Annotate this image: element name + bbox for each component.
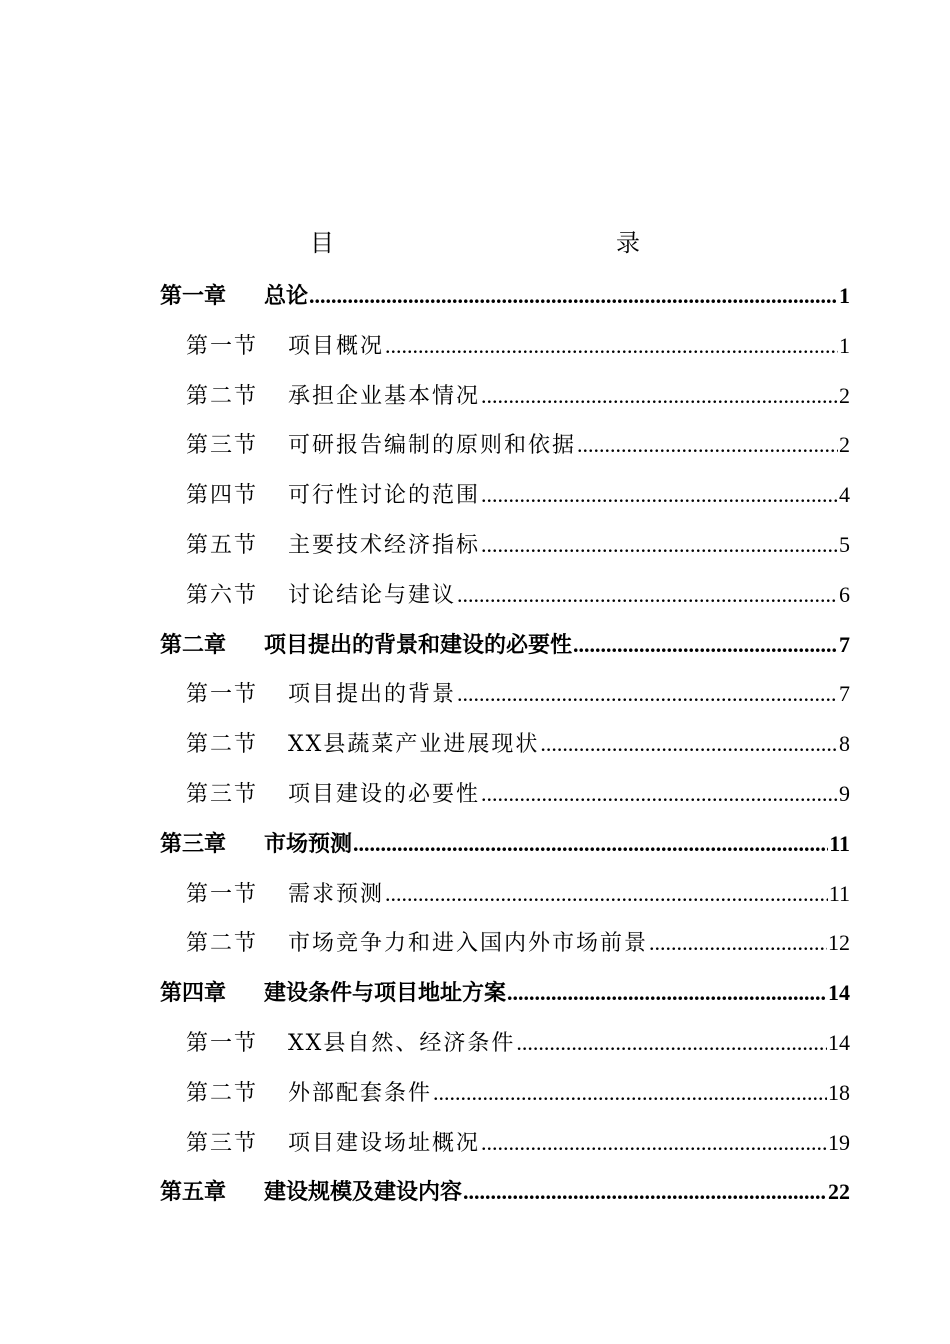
dot-leader	[353, 819, 828, 869]
entry-label: 第一章	[160, 283, 227, 309]
entry-text: 建设规模及建设内容	[264, 1179, 463, 1206]
entry-label: 第二节	[186, 931, 259, 957]
dot-leader	[573, 620, 838, 670]
entry-page-number: 7	[839, 631, 850, 657]
toc-entry-section[interactable]	[160, 669, 850, 719]
dot-leader	[481, 371, 838, 421]
entry-label: 第五章	[160, 1179, 227, 1206]
toc-entry-chapter-3[interactable]	[160, 819, 850, 869]
entry-text: 可行性讨论的范围	[288, 483, 481, 509]
entry-label: 第三节	[186, 781, 259, 807]
entry-text: 可研报告编制的原则和依据	[288, 433, 577, 459]
entry-text: 主要技术经济指标	[288, 532, 481, 558]
entry-text: 项目建设的必要性	[288, 781, 481, 807]
toc-entry-section[interactable]	[160, 769, 850, 819]
entry-label: 第二节	[186, 1080, 259, 1106]
entry-page-number: 18	[828, 1079, 850, 1105]
entry-page-number: 2	[839, 382, 850, 408]
entry-label: 第二章	[160, 631, 227, 658]
dot-leader	[457, 570, 838, 620]
toc-entry-section[interactable]	[160, 321, 850, 371]
entry-text: 建设条件与项目地址方案	[264, 980, 507, 1007]
entry-label: 第一节	[186, 682, 259, 708]
entry-page-number: 9	[839, 780, 850, 806]
toc-entry-section[interactable]	[160, 520, 850, 570]
entry-label: 第六节	[186, 582, 259, 608]
toc-title: 目 录	[310, 229, 718, 257]
entry-page-number: 7	[839, 681, 850, 707]
entry-page-number: 11	[828, 880, 850, 906]
entry-page-number: 5	[839, 531, 850, 557]
toc-entry-section[interactable]	[160, 918, 850, 968]
entry-page-number: 1	[839, 283, 850, 308]
entry-text: 需求预测	[288, 881, 385, 907]
entry-text: 市场竞争力和进入国内外市场前景	[288, 931, 649, 957]
toc-entry-section[interactable]	[160, 470, 850, 520]
entry-text: 项目建设场址概况	[288, 1130, 481, 1156]
entry-label: 第三节	[186, 1130, 259, 1156]
dot-leader	[481, 470, 838, 520]
entry-text: 项目概况	[288, 333, 385, 359]
dot-leader	[540, 719, 838, 769]
entry-label: 第三节	[186, 433, 259, 459]
entry-page-number: 22	[828, 1179, 850, 1205]
entry-text: XX县蔬菜产业进展现状	[288, 732, 540, 758]
dot-leader	[385, 869, 828, 919]
dot-leader	[457, 669, 838, 719]
entry-label: 第五节	[186, 532, 259, 558]
entry-text: 讨论结论与建议	[288, 582, 457, 608]
entry-text: 项目提出的背景	[288, 682, 457, 708]
dot-leader	[481, 520, 838, 570]
entry-page-number: 19	[828, 1129, 850, 1155]
toc-entry-section[interactable]	[160, 1068, 850, 1118]
entry-label: 第三章	[160, 830, 227, 857]
entry-page-number: 6	[839, 581, 850, 607]
toc-entry-section[interactable]	[160, 1118, 850, 1168]
dot-leader	[516, 1018, 827, 1068]
entry-page-number: 4	[839, 482, 850, 508]
entry-label: 第一节	[186, 881, 259, 907]
dot-leader	[507, 968, 827, 1018]
toc-entry-section[interactable]	[160, 371, 850, 421]
toc-entry-section[interactable]	[160, 719, 850, 769]
entry-label: 第一节	[186, 333, 259, 359]
toc-entry-section[interactable]	[160, 869, 850, 919]
dot-leader	[463, 1167, 827, 1217]
dot-leader	[577, 420, 838, 470]
entry-label: 第四节	[186, 483, 259, 509]
entry-page-number: 8	[839, 731, 850, 757]
entry-page-number: 2	[839, 432, 850, 458]
entry-page-number: 11	[829, 830, 850, 856]
dot-leader	[433, 1068, 827, 1118]
entry-page-number: 12	[828, 930, 850, 956]
toc-entry-chapter-5[interactable]	[160, 1167, 850, 1217]
toc-entry-chapter-1[interactable]	[160, 271, 850, 321]
entry-label: 第二节	[186, 383, 259, 409]
entry-page-number: 14	[828, 980, 850, 1006]
dot-leader	[649, 918, 827, 968]
entry-text: 市场预测	[264, 830, 353, 857]
entry-text: 承担企业基本情况	[288, 383, 481, 409]
toc-entry-section[interactable]	[160, 420, 850, 470]
entry-label: 第二节	[186, 732, 259, 758]
toc-entry-section[interactable]	[160, 570, 850, 620]
entry-label: 第四章	[160, 980, 227, 1007]
entry-page-number: 1	[839, 332, 850, 358]
entry-page-number: 14	[828, 1029, 850, 1055]
entry-text: 外部配套条件	[288, 1080, 433, 1106]
entry-text: 项目提出的背景和建设的必要性	[264, 631, 573, 658]
entry-text: 总论	[264, 283, 309, 309]
dot-leader	[385, 321, 838, 371]
toc-entry-chapter-4[interactable]	[160, 968, 850, 1018]
toc-list	[160, 271, 850, 1217]
toc-entry-section[interactable]	[160, 1018, 850, 1068]
dot-leader	[481, 1118, 827, 1168]
toc-entry-chapter-2[interactable]	[160, 620, 850, 670]
dot-leader	[309, 271, 838, 321]
entry-label: 第一节	[186, 1030, 259, 1056]
dot-leader	[481, 769, 838, 819]
entry-text: XX县自然、经济条件	[288, 1030, 516, 1056]
